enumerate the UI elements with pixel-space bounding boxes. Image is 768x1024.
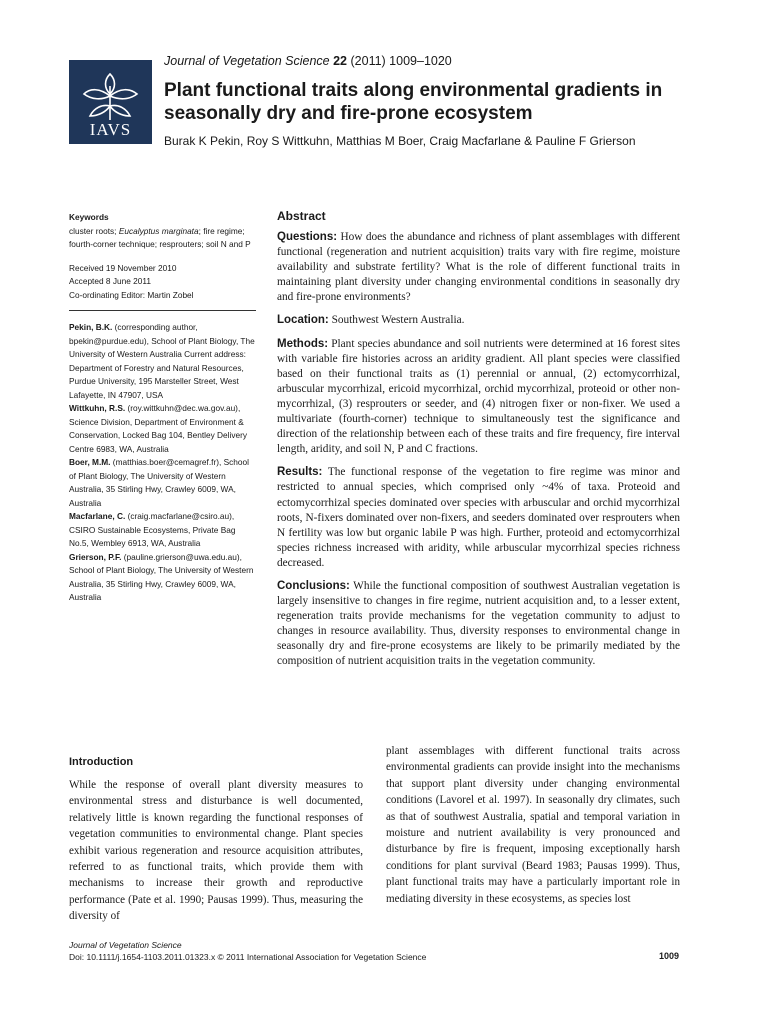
affiliation-text: (corresponding author, bpekin@purdue.edu), School of Plant Biology, The University of Western Australia Current address: Department of Forestry and Natural Resources, Purdue University, 195 Marsteller Street, West Lafayette, IN 47907, USA: [69, 322, 255, 400]
affiliation-entry: [69, 456, 256, 510]
article-title: Plant functional traits along environmental gradients in seasonally dry and fire-prone ecosystem: [164, 80, 663, 124]
journal-volume: 22: [333, 54, 348, 68]
logo-text: IAVS: [89, 120, 132, 139]
accepted-date: Accepted 8 June 2011: [69, 276, 151, 286]
introduction-column-2: [386, 743, 680, 907]
abstract-label: Questions:: [277, 231, 338, 243]
abstract-section: [277, 209, 680, 678]
article-sidebar: [69, 211, 256, 605]
journal-name: Journal of Vegetation Science: [164, 54, 330, 68]
abstract-location: [277, 313, 680, 328]
keywords-list: [69, 225, 256, 252]
introduction-paragraph: plant assemblages with different functional traits across environmental gradients can provide insight into the mechanisms that support plant diversity under changing environmental conditions (Lavorel et al. 1997). In seasonally dry climates, such as that of southwest Australia, spatial and temporal variation in moisture and nutrient availability is very pronounced and disturbance by fire is frequent, imposing exceptionally harsh conditions for plant survival (Beard 1983; Pausas 1999). Thus, plant functional traits may have a particularly important role in mediating diversity in these ecosystems, as species lost: [386, 745, 680, 905]
affiliation-entry: [69, 510, 256, 551]
abstract-conclusions: [277, 579, 680, 670]
affiliation-entry: [69, 321, 256, 402]
abstract-questions: [277, 230, 680, 305]
abstract-text: Southwest Western Australia.: [328, 314, 465, 327]
abstract-methods: [277, 337, 680, 458]
journal-year-pages: (2011) 1009–1020: [350, 54, 452, 68]
journal-citation: [164, 54, 452, 68]
abstract-text: The functional response of the vegetation to fire regime was minor and restricted to annual species, which comprised only ~4% of taxa. Proteoid and ectomycorrhizal species dominated over species with arbuscular and orchid mycorrhizal roots, N-fixers dominated over non-fixers, and seeders dominated over resprouters when N fertility was low but organic labile P was high. Further, proteoid and ectomycorrhizal species richness increased with aridity, while arbuscular mycorrhizal species richness decreased.: [277, 466, 680, 569]
affiliation-text: (roy.wittkuhn@dec.wa.gov.au), Science Division, Department of Environment & Conservation, Locked Bag 104, Bentley Delivery Centre 6983, WA, Australia: [69, 403, 248, 454]
keywords-italic: Eucalyptus marginata: [118, 225, 199, 236]
affiliation-entry: [69, 551, 256, 605]
page-number: 1009: [658, 951, 679, 961]
received-date: Received 19 November 2010: [69, 262, 177, 273]
abstract-label: Conclusions:: [277, 579, 350, 592]
abstract-label: Location:: [277, 314, 329, 327]
keywords-part-a: cluster roots;: [69, 225, 119, 236]
affiliation-entry: [69, 402, 256, 456]
abstract-text: How does the abundance and richness of plant assemblages with different functional (regeneration and nutrient acquisition) traits vary with fire regime, moisture availability and substrate fertility? What is the role of different functional traits in maintaining plant diversity under changing environmental conditions in seasonally dry and fire-prone environments?: [277, 231, 680, 304]
author-list: Burak K Pekin, Roy S Wittkuhn, Matthias M Boer, Craig Macfarlane & Pauline F Grierson: [164, 134, 636, 148]
affiliation-name: Grierson, P.F.: [69, 551, 122, 562]
affiliation-name: Wittkuhn, R.S.: [69, 403, 126, 413]
footer-doi: Doi: 10.1111/j.1654-1103.2011.01323.x © 2011 International Association for Vegetation Science: [69, 952, 427, 962]
page-footer: [69, 939, 426, 963]
abstract-label: Results:: [277, 466, 323, 479]
abstract-results: [277, 465, 680, 571]
iavs-logo: [69, 60, 152, 144]
affiliation-name: Boer, M.M.: [69, 457, 111, 467]
introduction-heading: Introduction: [69, 756, 134, 768]
keywords-part-b: ; fire regime; fourth-corner technique; resprouters; soil N and P: [69, 225, 251, 249]
leaf-icon: [80, 66, 141, 122]
abstract-text: While the functional composition of southwest Australian vegetation is largely insensitive to changes in fire regime, nutrient acquisition and, to a lesser extent, regeneration traits provide mechanisms for the vegetation community to adjust to changes in resource availability. Thus, diversity responses to environmental change in seasonally dry and fire-prone ecosystems are likely to be primarily mediated by the composition of nutrient acquisition traits in the vegetation community.: [277, 579, 680, 668]
affiliation-name: Pekin, B.K.: [69, 322, 113, 332]
affiliation-text: (craig.macfarlane@csiro.au), CSIRO Sustainable Ecosystems, Private Bag No.5, Wembley 6913, WA, Australia: [69, 511, 236, 548]
footer-journal: Journal of Vegetation Science: [69, 940, 182, 950]
introduction-paragraph: While the response of overall plant diversity measures to environmental stress and disturbance is well documented, relatively little is known regarding the functional responses of vegetation communities to environmental change. Plant species exhibit various regeneration and resource acquisition attributes, referred to as functional traits, which provide them with mechanisms to increase their growth and reproductive performance (Pate et al. 1990; Pausas 1999). Thus, measuring the diversity of: [69, 779, 363, 923]
affiliation-text: (matthias.boer@cemagref.fr), School of Plant Biology, The University of Western Australia, 35 Stirling Hwy, Crawley 6009, WA, Australia: [69, 457, 249, 508]
sidebar-divider: [69, 310, 256, 311]
abstract-text: Plant species abundance and soil nutrients were determined at 16 forest sites with variable fire histories across an aridity gradient. All plant species were classified based on their functional traits as (1) perennial or annual, (2) ectomycorrhizal, arbuscular mycorrhizal, ericoid mycorrhizal, orchid mycorrhizal, proteoid or other non-mycorrhizal, (3) resprouters or seeder, and (4) nitrogen fixer or non-fixer. We used a multivariate (fourth-corner) technique to simultaneously test the significance and direction of the relationship between each of these traits and fire frequency, fire interval length, aridity, and soil N, P and C fractions.: [277, 337, 680, 456]
abstract-label: Methods:: [277, 337, 329, 350]
coordinating-editor: Co-ordinating Editor: Martin Zobel: [69, 289, 194, 300]
abstract-heading: Abstract: [277, 209, 326, 223]
introduction-column-1: [69, 756, 363, 925]
affiliation-name: Macfarlane, C.: [69, 511, 126, 521]
keywords-heading: Keywords: [69, 212, 109, 222]
affiliation-text: (pauline.grierson@uwa.edu.au), School of Plant Biology, The University of Western Australia, 35 Stirling Hwy, Crawley 6009, WA, Australia: [69, 551, 254, 602]
